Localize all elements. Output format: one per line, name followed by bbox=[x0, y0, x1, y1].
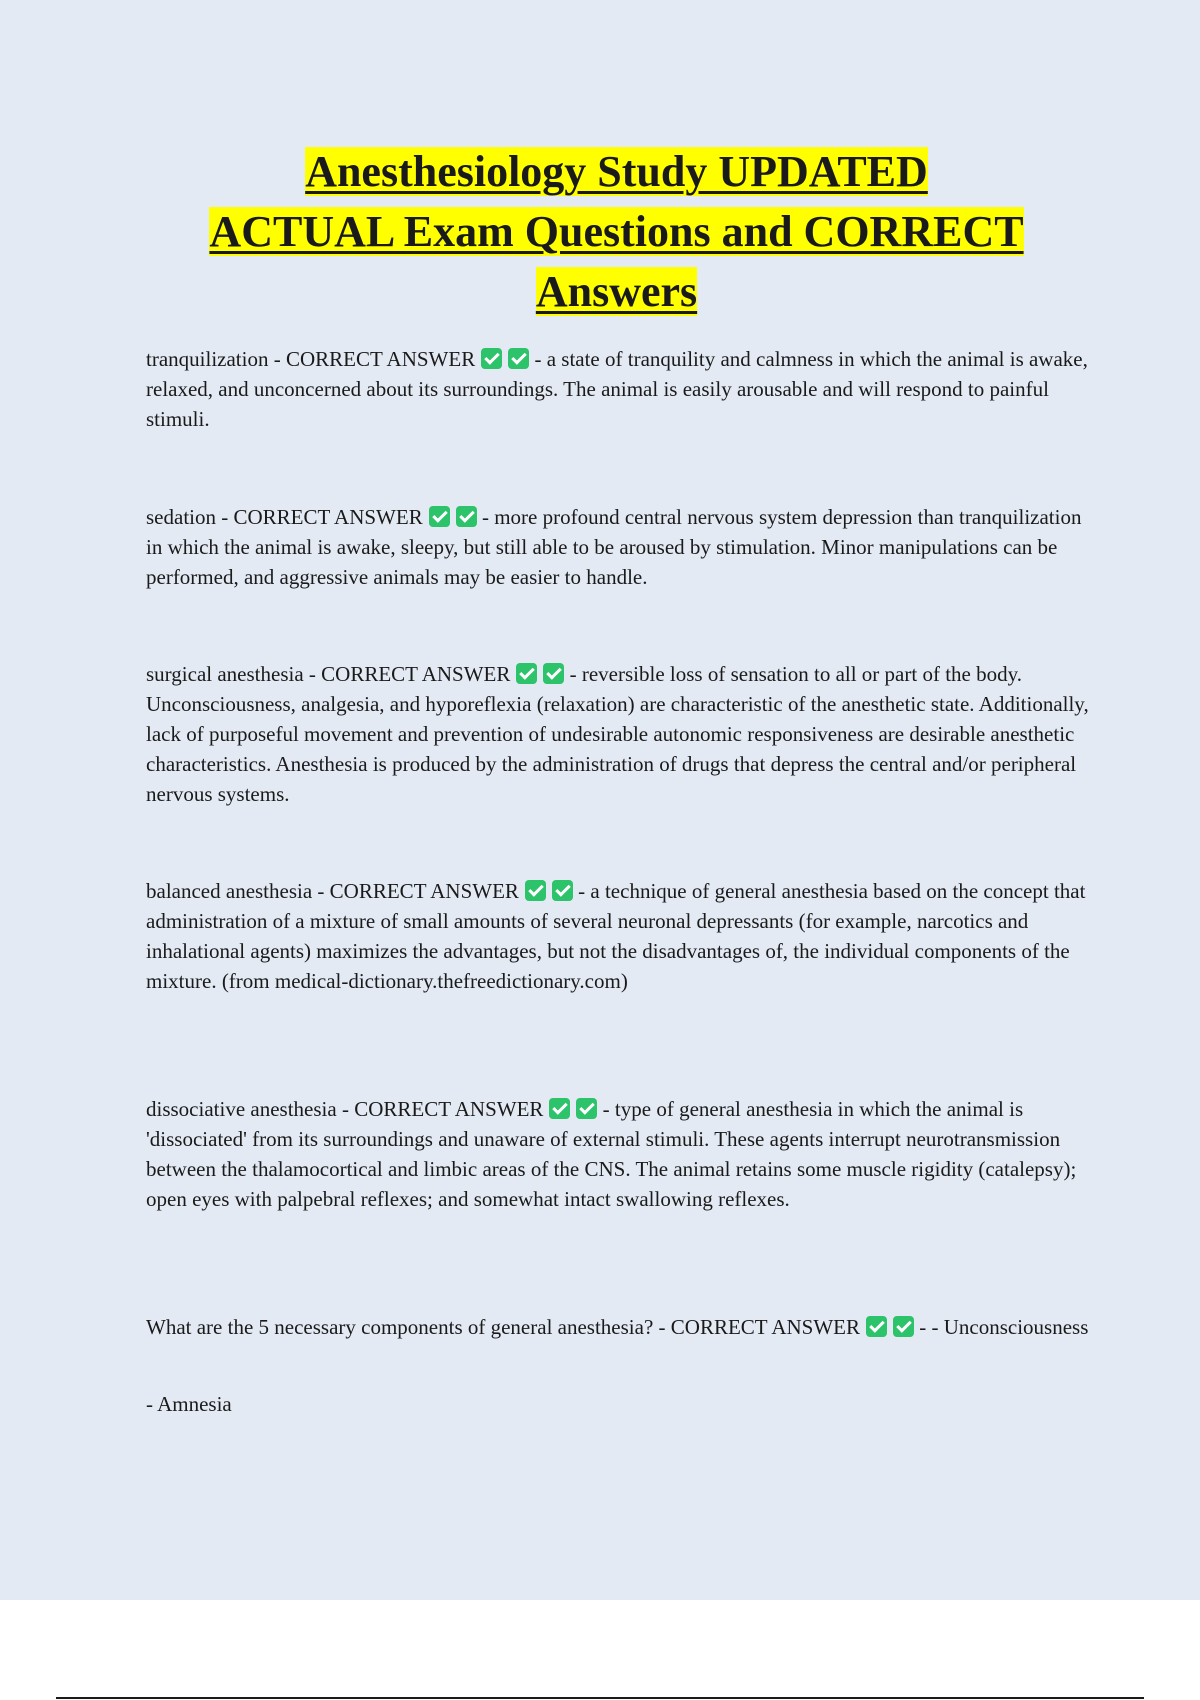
entry-term: dissociative anesthesia - bbox=[146, 1097, 355, 1121]
entry-term: surgical anesthesia - bbox=[146, 662, 322, 686]
qa-entry-tranquilization bbox=[146, 344, 1096, 434]
check-mark-icon bbox=[543, 663, 564, 684]
qa-entry-surgical-anesthesia bbox=[146, 659, 1096, 809]
check-mark-icon bbox=[576, 1098, 597, 1119]
document-title bbox=[100, 142, 1133, 322]
footer-divider bbox=[56, 1697, 1144, 1699]
answer-marker: CORRECT ANSWER bbox=[354, 1097, 544, 1121]
entry-term: sedation - bbox=[146, 505, 234, 529]
entry-definition: - - Unconsciousness bbox=[919, 1315, 1089, 1339]
qa-entry-sedation bbox=[146, 502, 1096, 592]
qa-entry-balanced-anesthesia bbox=[146, 876, 1096, 996]
entry-term: balanced anesthesia - bbox=[146, 879, 330, 903]
entry-definition: - type of general anesthesia in which the animal is 'dissociated' from its surroundings and unaware of external stimuli. These agents interrupt neurotransmission between the thalamocortical and limbic areas of the CNS. The animal retains some muscle rigidity (catalepsy); open eyes with palpebral reflexes; and somewhat intact swallowing reflexes. bbox=[146, 1097, 1077, 1211]
check-mark-icon bbox=[549, 1098, 570, 1119]
check-mark-icon bbox=[525, 880, 546, 901]
check-mark-icon bbox=[893, 1316, 914, 1337]
answer-marker: CORRECT ANSWER bbox=[329, 879, 519, 903]
entry-term: tranquilization - bbox=[146, 347, 286, 371]
answer-marker: CORRECT ANSWER bbox=[233, 505, 423, 529]
entry-definition: - reversible loss of sensation to all or part of the body. Unconsciousness, analgesia, and hyporeflexia (relaxation) are characteristic of the anesthetic state. Additionally, lack of purposeful movement and prevention of undesirable autonomic responsiveness are desirable anesthetic characteristics. Anesthesia is produced by the administration of drugs that depress the central and/or peripheral nervous systems. bbox=[146, 662, 1089, 806]
entry-term: What are the 5 necessary components of general anesthesia? - bbox=[146, 1315, 671, 1339]
check-mark-icon bbox=[508, 348, 529, 369]
check-mark-icon bbox=[429, 506, 450, 527]
check-mark-icon bbox=[866, 1316, 887, 1337]
qa-entry-dissociative-anesthesia bbox=[146, 1094, 1096, 1214]
check-mark-icon bbox=[456, 506, 477, 527]
title-line-1: Anesthesiology Study UPDATED bbox=[305, 147, 928, 196]
list-item-amnesia: - Amnesia bbox=[146, 1392, 232, 1416]
qa-entry-components bbox=[146, 1312, 1096, 1342]
answer-marker: CORRECT ANSWER bbox=[670, 1315, 860, 1339]
entry-definition: - a technique of general anesthesia based on the concept that administration of a mixture of small amounts of several neuronal depressants (for example, narcotics and inhalational agents) maximizes the advantages, but not the disadvantages of, the individual components of the mixture. (from medical-dictionary.thefreedictionary.com) bbox=[146, 879, 1086, 993]
title-line-3: Answers bbox=[535, 267, 698, 316]
entry-definition: - a state of tranquility and calmness in which the animal is awake, relaxed, and unconcerned about its surroundings. The animal is easily arousable and will respond to painful stimuli. bbox=[146, 347, 1088, 431]
entry-definition: - more profound central nervous system depression than tranquilization in which the animal is awake, sleepy, but still able to be aroused by stimulation. Minor manipulations can be performed, and aggressive animals may be easier to handle. bbox=[146, 505, 1082, 589]
title-line-2: ACTUAL Exam Questions and CORRECT bbox=[209, 207, 1024, 256]
check-mark-icon bbox=[481, 348, 502, 369]
answer-marker: CORRECT ANSWER bbox=[321, 662, 511, 686]
answer-marker: CORRECT ANSWER bbox=[285, 347, 476, 371]
check-mark-icon bbox=[516, 663, 537, 684]
check-mark-icon bbox=[552, 880, 573, 901]
